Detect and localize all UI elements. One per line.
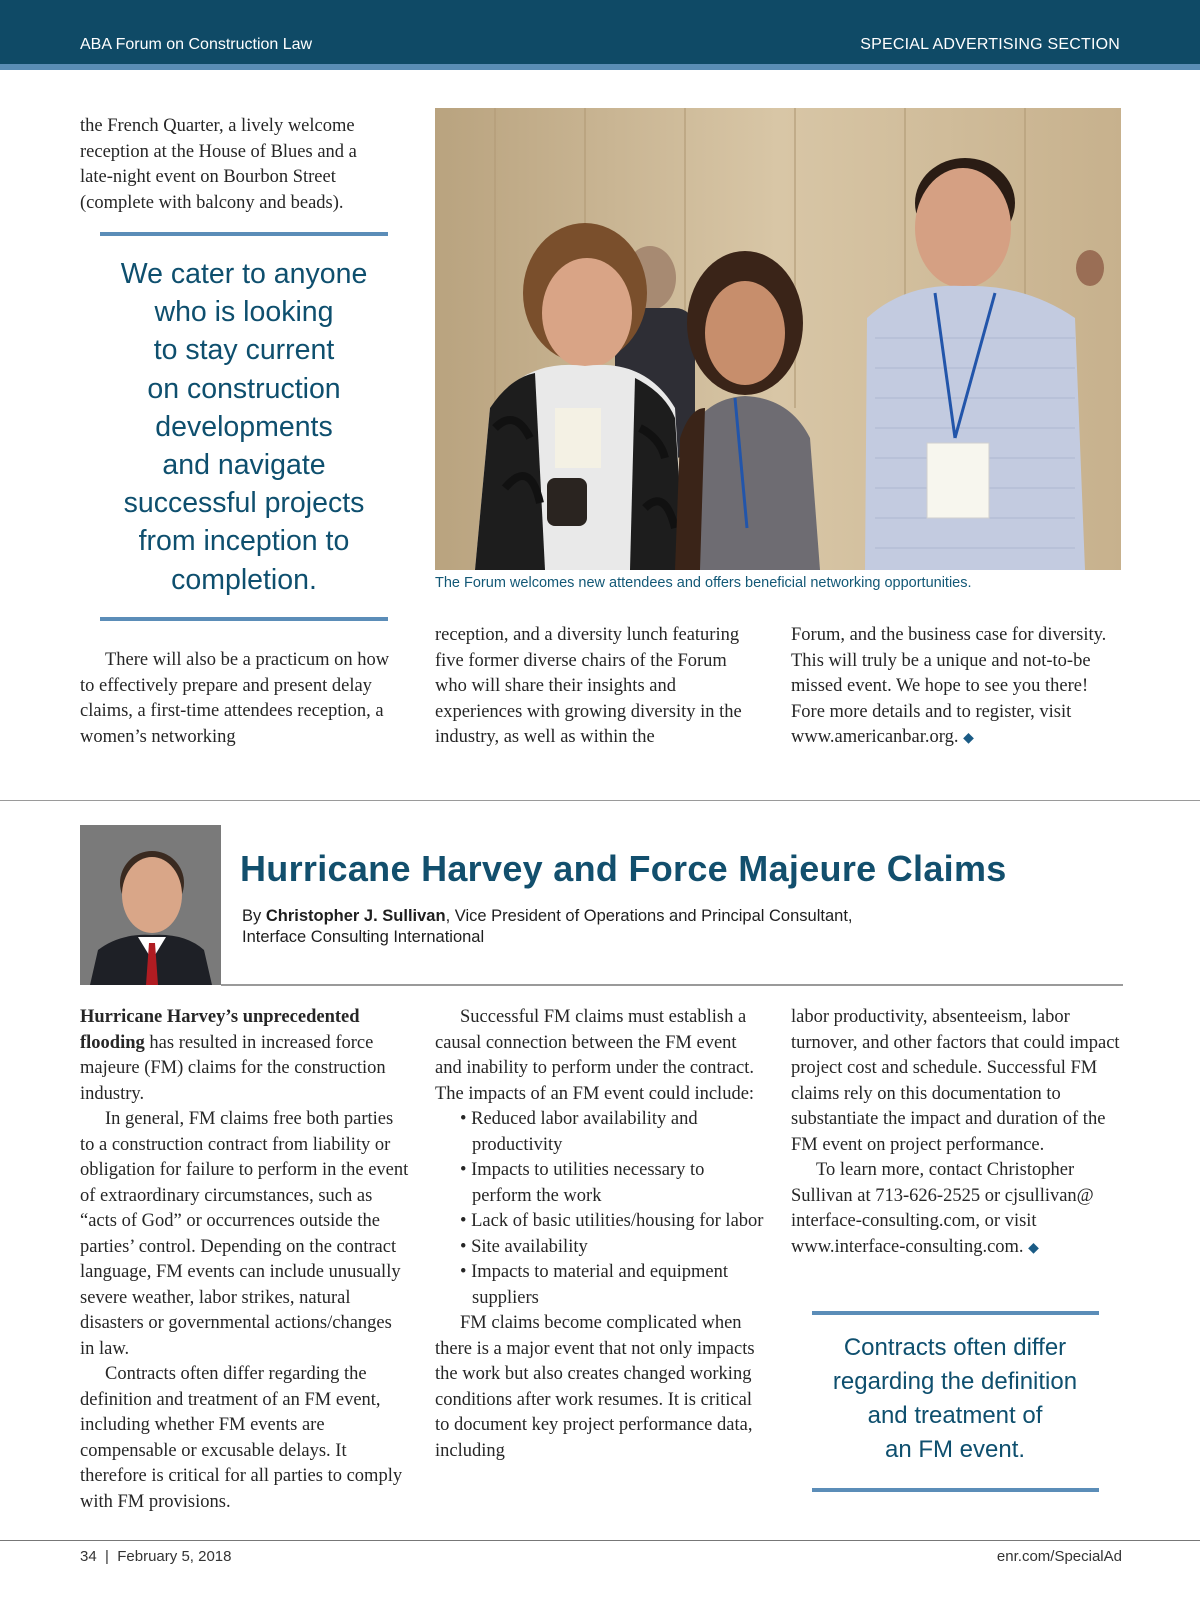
pullquote-line: on construction bbox=[147, 372, 341, 405]
article-paragraph: Successful FM claims must establish a causal connection between the FM event and inability to perform under the contract. The impacts of an FM event could include: bbox=[435, 1007, 755, 1104]
top-article-col2-body: reception, and a diversity lunch featuring five former diverse chairs of the Forum who will share their insights and experiences with growing diversity in the industry, as well as within the bbox=[435, 625, 742, 747]
pullquote-line: and navigate bbox=[162, 449, 326, 482]
end-mark-icon: ◆ bbox=[963, 731, 974, 746]
list-item: • Lack of basic utilities/housing for labor bbox=[460, 1211, 764, 1231]
publication-name: ABA Forum on Construction Law bbox=[80, 36, 313, 53]
pullquote-line: from inception to bbox=[138, 525, 350, 558]
byline-prefix: By bbox=[242, 907, 266, 925]
footer-rule bbox=[0, 1540, 1200, 1541]
pullquote-top-rule bbox=[100, 232, 388, 236]
author-title-line1: , Vice President of Operations and Principal Consultant, bbox=[445, 907, 853, 925]
pullquote-line: and treatment of bbox=[867, 1402, 1043, 1429]
pullquote2-top-rule bbox=[812, 1311, 1099, 1315]
section-divider bbox=[0, 800, 1200, 801]
list-item: • Impacts to material and equipment suppliers bbox=[460, 1262, 728, 1308]
top-article-col3-text: Forum, and the business case for diversity. This will truly be a unique and not-to-be missed event. We hope to see you there! Fore more details and to register, visit www.americanbar.org. bbox=[791, 625, 1107, 747]
article-col1 bbox=[80, 1005, 410, 1515]
contact-text: To learn more, contact Christopher Sullivan at 713-626-2525 or cjsullivan@ interface-consulting.com, or visit www.interface-consulting.com. bbox=[791, 1160, 1094, 1257]
header-bar bbox=[0, 0, 1200, 64]
pullquote-line: completion. bbox=[171, 563, 317, 596]
lead-text: has resulted in increased force majeure (FM) claims for the construction industry. bbox=[80, 1032, 386, 1104]
pullquote-line: We cater to anyone bbox=[120, 258, 368, 290]
author-name: Christopher J. Sullivan bbox=[265, 907, 446, 925]
header-accent-rule bbox=[0, 64, 1200, 70]
pullquote-line: an FM event. bbox=[884, 1436, 1026, 1463]
list-item: • Site availability bbox=[460, 1236, 588, 1257]
page-info: 34 | February 5, 2018 bbox=[80, 1548, 232, 1565]
pullquote2-bottom-rule bbox=[812, 1488, 1099, 1492]
top-article-col1-body: There will also be a practicum on how to effectively prepare and present delay claims, a first-time attendees reception, a women’s networking bbox=[80, 650, 390, 747]
list-item: • Impacts to utilities necessary to perform the work bbox=[460, 1160, 705, 1206]
pullquote-line: successful projects bbox=[123, 487, 365, 520]
author-headshot bbox=[80, 825, 221, 985]
pullquote-line: regarding the definition bbox=[832, 1368, 1078, 1395]
top-article-col1-intro: the French Quarter, a lively welcome reception at the House of Blues and a late-night event on Bourbon Street (complete with balcony and beads). bbox=[80, 116, 357, 213]
article-lead-paragraph bbox=[80, 1005, 410, 1107]
pullquote-top bbox=[80, 255, 408, 599]
event-photo bbox=[435, 108, 1121, 570]
top-article-col3-body bbox=[791, 623, 1119, 752]
list-item: • Reduced labor availability and productivity bbox=[460, 1109, 698, 1155]
pullquote-bottom bbox=[791, 1331, 1119, 1467]
article-paragraph: In general, FM claims free both parties to a construction contract from liability or obligation for failure to perform in the event of extraordinary circumstances, such as “acts of God” or occurrences outside the parties’ control. Depending on the contract language, FM events can include unusually severe weather, labor strikes, natural disasters or governmental actions/changes in law. bbox=[80, 1109, 409, 1359]
photo-caption: The Forum welcomes new attendees and offers beneficial networking opportunities. bbox=[435, 575, 972, 591]
article-contact-paragraph bbox=[791, 1158, 1121, 1261]
article-col3 bbox=[791, 1005, 1121, 1261]
headline-rule bbox=[221, 984, 1123, 986]
article-col2 bbox=[435, 1005, 765, 1464]
pullquote-line: Contracts often differ bbox=[843, 1334, 1067, 1361]
impacts-list bbox=[435, 1107, 765, 1311]
end-mark-icon: ◆ bbox=[1028, 1240, 1039, 1256]
attendees-photo-illustration bbox=[435, 108, 1121, 570]
article-paragraph: FM claims become complicated when there is a major event that not only impacts the work but also creates changed working conditions after work resumes. It is critical to document key project performance data, including bbox=[435, 1313, 755, 1461]
section-label: SPECIAL ADVERTISING SECTION bbox=[860, 36, 1120, 53]
footer-url: enr.com/SpecialAd bbox=[996, 1548, 1122, 1565]
pullquote-line: to stay current bbox=[153, 334, 335, 367]
pullquote-line: who is looking bbox=[154, 296, 334, 329]
lead-bold-text: Hurricane Harvey’s unprecedented flooding bbox=[80, 1007, 360, 1053]
article-paragraph: Contracts often differ regarding the definition and treatment of an FM event, including whether FM events are compensable or excusable delays. It therefore is critical for all parties to comply with FM provisions. bbox=[80, 1364, 403, 1512]
article-byline bbox=[242, 906, 1002, 947]
author-title-line2: Interface Consulting International bbox=[242, 927, 485, 946]
article-headline: Hurricane Harvey and Force Majeure Claims bbox=[240, 848, 1007, 889]
pullquote-line: developments bbox=[155, 410, 333, 443]
article-paragraph: labor productivity, absenteeism, labor turnover, and other factors that could impact project cost and schedule. Successful FM claims rely on this documentation to substantiate the impact and duration of the FM event on project performance. bbox=[791, 1007, 1120, 1155]
author-portrait-illustration bbox=[80, 825, 221, 985]
pullquote-bottom-rule bbox=[100, 617, 388, 621]
